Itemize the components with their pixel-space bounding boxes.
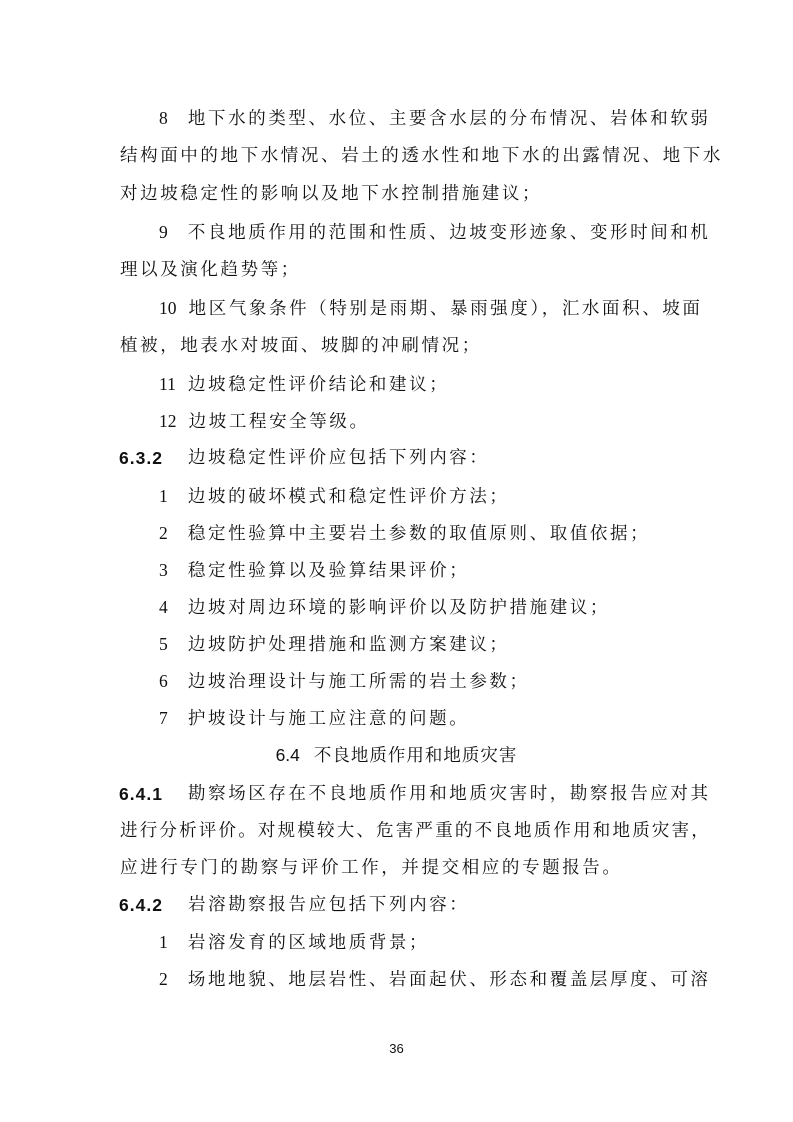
section-title-text: 不良地质作用和地质灾害 — [313, 746, 518, 766]
list-item-number: 3 — [159, 560, 168, 580]
list-item-number: 12 — [159, 411, 177, 431]
clause-number: 6.4.1 — [119, 784, 163, 804]
list-item-number: 2 — [159, 969, 168, 989]
list-item — [159, 968, 711, 991]
list-item-text: 边坡防护处理措施和监测方案建议； — [187, 635, 510, 655]
paragraph-line: 应进行专门的勘察与评价工作，并提交相应的专题报告。 — [120, 858, 623, 878]
list-item — [159, 596, 610, 619]
paragraph-line: 进行分析评价。对规模较大、危害严重的不良地质作用和地质灾害， — [120, 821, 711, 841]
list-item-text: 地下水的类型、水位、主要含水层的分布情况、岩体和软弱 — [187, 109, 711, 129]
list-item — [159, 633, 510, 656]
section-number: 6.4 — [275, 745, 300, 765]
list-item-number: 8 — [159, 108, 168, 128]
section-heading — [0, 744, 793, 767]
paragraph-line: 对边坡稳定性的影响以及地下水控制措施建议； — [120, 184, 543, 204]
list-item-text: 护坡设计与施工应注意的问题。 — [187, 709, 470, 729]
list-item-number: 9 — [159, 222, 168, 242]
list-item-text: 边坡工程安全等级。 — [188, 412, 370, 432]
list-item-number: 1 — [159, 486, 168, 506]
clause-text: 边坡稳定性评价应包括下列内容： — [188, 448, 490, 468]
list-item-text: 岩溶发育的区域地质背景； — [187, 933, 430, 953]
list-item-text: 边坡稳定性评价结论和建议； — [188, 375, 450, 395]
list-item — [159, 931, 429, 954]
list-item-text: 场地地貌、地层岩性、岩面起伏、形态和覆盖层厚度、可溶 — [187, 970, 711, 990]
list-item-text: 不良地质作用的范围和性质、边坡变形迹象、变形时间和机 — [187, 223, 711, 243]
list-item-number: 4 — [159, 597, 168, 617]
list-item-number: 6 — [159, 671, 168, 691]
list-item-text: 边坡治理设计与施工所需的岩土参数； — [187, 672, 530, 692]
list-item — [159, 707, 469, 730]
paragraph-line: 植被，地表水对坡面、坡脚的冲刷情况； — [120, 336, 482, 356]
list-item — [159, 107, 711, 130]
list-item-number: 2 — [159, 523, 168, 543]
clause-number: 6.4.2 — [119, 895, 163, 915]
list-item-number: 1 — [159, 932, 168, 952]
list-item — [159, 559, 469, 582]
paragraph-line: 理以及演化趋势等； — [120, 260, 301, 280]
list-item-text: 稳定性验算以及验算结果评价； — [187, 561, 470, 581]
list-item-text: 地区气象条件（特别是雨期、暴雨强度），汇水面积、坡面 — [188, 299, 703, 319]
list-item-number: 11 — [159, 374, 176, 394]
list-item — [159, 221, 711, 244]
list-item-text: 稳定性验算中主要岩土参数的取值原则、取值依据； — [187, 524, 651, 544]
clause-text: 岩溶勘察报告应包括下列内容： — [188, 895, 470, 915]
list-item-text: 边坡的破坏模式和稳定性评价方法； — [187, 487, 510, 507]
paragraph-line: 结构面中的地下水情况、岩土的透水性和地下水的出露情况、地下水 — [120, 146, 723, 166]
list-item — [159, 410, 370, 433]
page-number: 36 — [389, 1041, 404, 1056]
list-item — [159, 485, 510, 508]
list-item — [159, 670, 530, 693]
list-item — [159, 297, 703, 320]
list-item — [159, 522, 650, 545]
list-item-text: 边坡对周边环境的影响评价以及防护措施建议； — [187, 598, 611, 618]
list-item — [159, 373, 449, 396]
list-item-number: 10 — [159, 298, 177, 318]
list-item-number: 5 — [159, 634, 168, 654]
clause-number: 6.3.2 — [119, 448, 163, 468]
list-item-number: 7 — [159, 708, 168, 728]
clause-text: 勘察场区存在不良地质作用和地质灾害时，勘察报告应对其 — [188, 784, 711, 804]
